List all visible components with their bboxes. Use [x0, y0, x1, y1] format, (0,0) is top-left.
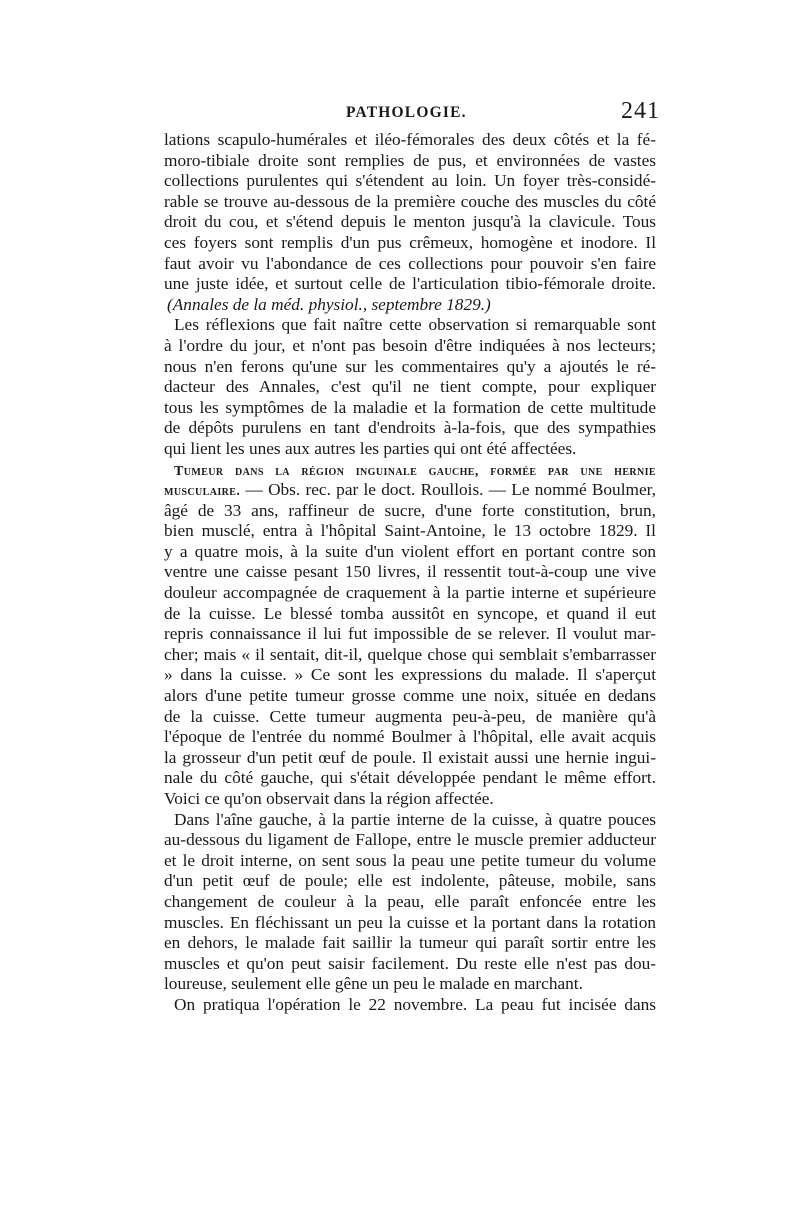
- text-line: collections purulentes qui s'étendent au loin. Un foyer très-considé-: [164, 171, 656, 191]
- text-line: rable se trouve au-dessous de la première couche des muscles du côté: [164, 191, 656, 211]
- text-line: Les réflexions que fait naître cette observation si remarquable sont: [174, 315, 656, 335]
- text-line: et le droit interne, on sent sous la peau une petite tumeur du volume: [164, 850, 656, 870]
- page-header: [250, 98, 660, 128]
- text-line: au-dessous du ligament de Fallope, entre le muscle premier adducteur: [164, 830, 656, 850]
- text-line: » dans la cuisse. » Ce sont les expressions du malade. Il s'aperçut: [164, 665, 656, 685]
- paragraph-2: [164, 315, 656, 459]
- text-line: dacteur des Annales, c'est qu'il ne tient compte, pour expliquer: [164, 377, 656, 397]
- text-line: droit du cou, et s'étend depuis le menton jusqu'à la clavicule. Tous: [164, 212, 656, 232]
- text-line: loureuse, seulement elle gêne un peu le malade en marchant.: [164, 974, 583, 994]
- text-line: faut avoir vu l'abondance de ces collections pour pouvoir s'en faire: [164, 253, 656, 273]
- text-line: de la cuisse. Cette tumeur augmenta peu-à-peu, de manière qu'à: [164, 706, 656, 726]
- text-line: cher; mais « il sentait, dit-il, quelque chose qui semblait s'embarrasser: [164, 644, 656, 664]
- text-line: On pratiqua l'opération le 22 novembre. La peau fut incisée dans: [174, 994, 656, 1014]
- paragraph-5: [164, 995, 656, 1016]
- text-line: de la cuisse. Le blessé tomba aussitôt en syncope, et quand il eut: [164, 603, 656, 623]
- heading-text: Tumeur dans la région inguinale gauche, formée par une hernie: [174, 463, 656, 479]
- observation-heading: [164, 460, 656, 481]
- text-line: âgé de 33 ans, raffineur de sucre, d'une forte constitution, brun,: [164, 500, 656, 520]
- text-line: nous n'en ferons qu'une sur les commentaires qu'y a ajoutés le ré-: [164, 356, 656, 376]
- text-line: la grosseur d'un petit œuf de poule. Il existait aussi une hernie ingui-: [164, 747, 656, 767]
- text-line: bien musclé, entra à l'hôpital Saint-Antoine, le 13 octobre 1829. Il: [164, 521, 656, 541]
- text-line: alors d'une petite tumeur grosse comme une noix, située en dedans: [164, 686, 656, 706]
- page-number: 241: [621, 98, 660, 124]
- text-line: y a quatre mois, à la suite d'un violent effort en portant contre son: [164, 541, 656, 561]
- text-line: Dans l'aîne gauche, à la partie interne de la cuisse, à quatre pouces: [174, 809, 656, 829]
- text-line: repris connaissance il lui fut impossible de se relever. Il voulut mar-: [164, 624, 656, 644]
- text-line: d'un petit œuf de poule; elle est indolente, pâteuse, mobile, sans: [164, 871, 656, 891]
- text-line: Voici ce qu'on observait dans la région affectée.: [164, 789, 494, 808]
- text-line: nale du côté gauche, qui s'était développée pendant le même effort.: [164, 768, 656, 788]
- text-line: ventre une caisse pesant 150 livres, il ressentit tout-à-coup une vive: [164, 562, 656, 582]
- text-line: une juste idée, et surtout celle de l'articulation tibio-fémorale droite.: [164, 274, 656, 294]
- text-line: muscles. En fléchissant un peu la cuisse et la portant dans la rotation: [164, 912, 656, 932]
- text-line: ces foyers sont remplis d'un pus crêmeux, homogène et inodore. Il: [164, 232, 656, 252]
- text-line: l'époque de l'entrée du nommé Boulmer à l'hôpital, elle avait acquis: [164, 727, 656, 747]
- text-line: à l'ordre du jour, et n'ont pas besoin d'être indiquées à nos lecteurs;: [164, 335, 656, 355]
- text-line: qui lient les unes aux autres les parties qui ont été affectées.: [164, 438, 577, 458]
- text-line: muscles et qu'on peut saisir facilement. Du reste elle n'est pas dou-: [164, 953, 656, 973]
- paragraph-4: [164, 810, 656, 995]
- paragraph-1: [164, 130, 656, 315]
- text-line: douleur accompagnée de craquement à la partie interne et supérieure: [164, 583, 656, 603]
- heading-text-end: musculaire.: [164, 484, 241, 500]
- text-line: de dépôts purulens en tant d'endroits à-la-fois, que des sympathies: [164, 418, 656, 438]
- text-line: en dehors, le malade fait saillir la tumeur qui paraît sortir entre les: [164, 933, 656, 953]
- body-text: [164, 130, 656, 1016]
- observation-heading-cont: [164, 480, 656, 501]
- heading-rest: — Obs. rec. par le doct. Roullois. — Le nommé Boulmer,: [240, 480, 656, 500]
- text-line: changement de couleur à la peau, elle paraît enfoncée entre les: [164, 891, 656, 911]
- paragraph-3: [164, 460, 656, 810]
- text-line: moro-tibiale droite sont remplies de pus, et environnées de vastes: [164, 150, 656, 170]
- text-line: lations scapulo-humérales et iléo-fémorales des deux côtés et la fé-: [164, 130, 656, 149]
- text-line: tous les symptômes de la maladie et la formation de cette multitude: [164, 397, 656, 417]
- citation: (Annales de la méd. physiol., septembre 1829.): [167, 294, 491, 314]
- running-title: PATHOLOGIE.: [346, 104, 467, 121]
